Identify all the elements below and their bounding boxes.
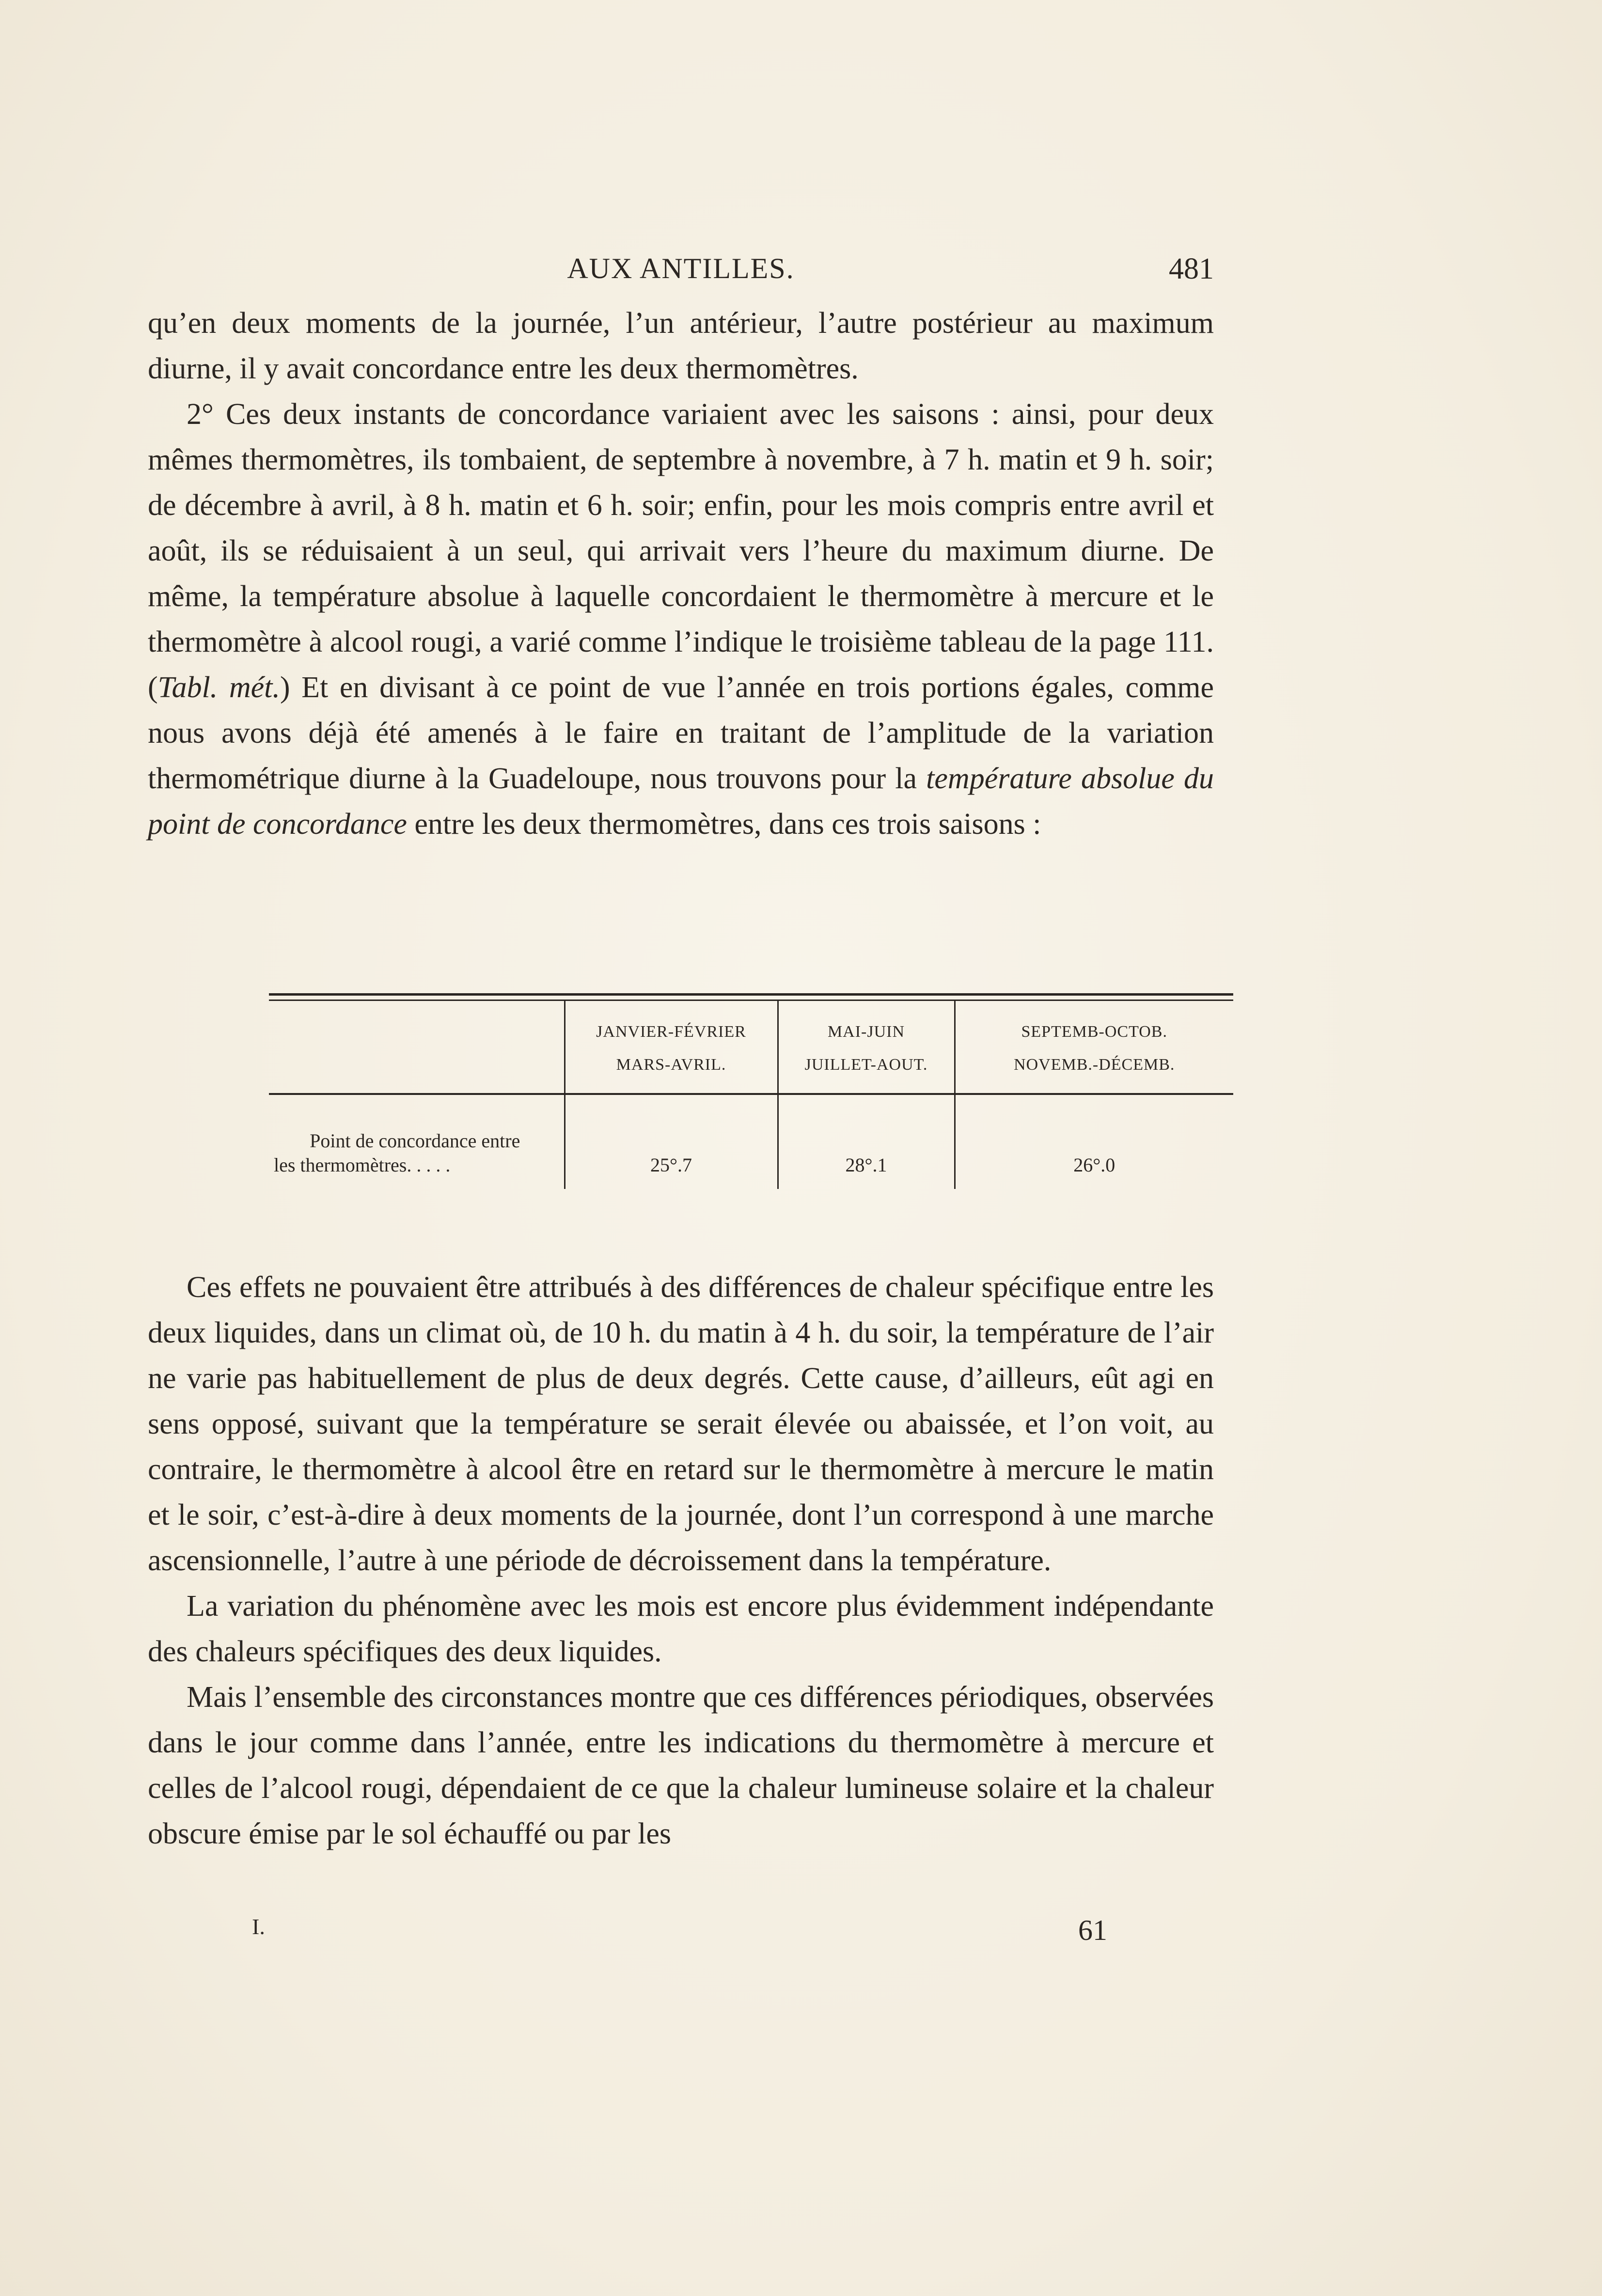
paragraph-text: entre les deux thermomètres, dans ces trois saisons :: [407, 808, 1041, 841]
text-block-bottom: [148, 1265, 1214, 1857]
header-line: MAI-JUIN: [827, 1023, 905, 1041]
text-block-top: [148, 300, 1214, 847]
table-cell-value: 26°.0: [955, 1094, 1233, 1189]
table-cell-value: 28°.1: [778, 1094, 955, 1189]
header-line: MARS-AVRIL.: [616, 1056, 726, 1074]
page-number: 481: [1169, 252, 1214, 285]
paragraph: Ces effets ne pouvaient être attribués à des différences de chaleur spécifique entre les deux liquides, dans un climat où, de 10 h. du matin à 4 h. du soir, la température de l’air ne varie pas habituellement de plus de deux degrés. Cette cause, d’ailleurs, eût agi en sens opposé, suivant que la température se serait élevée ou abaissée, et l’on voit, au contraire, le thermomètre à alcool être en retard sur le thermomètre à mercure le matin et le soir, c’est-à-dire à deux moments de la journée, dont l’un correspond à une marche ascensionnelle, l’autre à une période de décroissement dans la température.: [148, 1271, 1214, 1577]
paragraph-text: ) Et en divisant à ce point de vue l’année en trois portions égales, comme nous avons déjà été amenés à le faire en traitant de l’amplitude de la variation thermométrique diurne à la Guadeloupe, nous trouvons pour la: [148, 671, 1214, 795]
table-header-row: [269, 1001, 1233, 1094]
paragraph: La variation du phénomène avec les mois est encore plus évidemment indépendante des chaleurs spécifiques des deux liquides.: [148, 1590, 1214, 1668]
table-row-label: [269, 1094, 565, 1189]
paragraph: Mais l’ensemble des circonstances montre que ces différences périodiques, observées dans le jour comme dans l’année, entre les indications du thermomètre à mercure et celles de l’alcool rougi, dépendaient de ce que la chaleur lumineuse solaire et la chaleur obscure émise par le sol échauffé ou par les: [148, 1681, 1214, 1850]
table-header-season-3: [955, 1001, 1233, 1094]
header-line: NOVEMB.-DÉCEMB.: [1014, 1056, 1175, 1074]
italic-term: température absolue du point de concordance: [148, 762, 1214, 841]
paragraph: 2° Ces deux instants de concordance variaient avec les saisons : ainsi, pour deux mêmes thermomètres, ils tombaient, de septembre à novembre, à 7 h. matin et 9 h. soir; de décembre à avril, à 8 h. matin et 6 h. soir; enfin, pour les mois compris entre avril et août, ils se réduisaient à un seul, qui arrivait vers l’heure du maximum diurne. De même, la température absolue à laquelle concordaient le thermomètre à mercure et le thermomètre à alcool rougi, a varié comme l’indique le troisième tableau de la page 111. (Tabl. mét.) Et en divisant à ce point de vue l’année en trois portions égales, comme nous avons déjà été amenés à le faire en traitant de l’amplitude de la variation thermométrique diurne à la Guadeloupe, nous trouvons pour la température absolue du point de concordance entre les deux thermomètres, dans ces trois saisons :: [148, 398, 1214, 841]
running-title: AUX ANTILLES.: [567, 252, 795, 284]
table-header-season-1: [565, 1001, 778, 1094]
table-top-rule: [269, 993, 1233, 1001]
table-cell-value: 25°.7: [565, 1094, 778, 1189]
row-label-line: les thermomètres. . . . .: [274, 1154, 451, 1176]
signature-mark: I.: [252, 1914, 265, 1939]
paragraph: qu’en deux moments de la journée, l’un antérieur, l’autre postérieur au maximum diurne, il y avait concordance entre les deux thermomètres.: [148, 307, 1214, 385]
concordance-table: [269, 993, 1233, 1189]
table-header-blank: [269, 1001, 565, 1094]
header-line: JANVIER-FÉVRIER: [596, 1023, 746, 1041]
sheet-number: 61: [1078, 1914, 1107, 1946]
italic-reference: Tabl. mét.: [157, 671, 280, 704]
table-row: [269, 1094, 1233, 1189]
row-label-line: Point de concordance entre: [310, 1130, 520, 1152]
header-line: JUILLET-AOUT.: [804, 1056, 928, 1074]
page-footer: [148, 1914, 1214, 1952]
paragraph-text: 2° Ces deux instants de concordance variaient avec les saisons : ainsi, pour deux mêmes thermomètres, ils tombaient, de septembre à novembre, à 7 h. matin et 9 h. soir; de décembre à avril, à 8 h. matin et 6 h. soir; enfin, pour les mois compris entre avril et août, ils se réduisaient à un seul, qui arrivait vers l’heure du maximum diurne. De même, la température absolue à laquelle concordaient le thermomètre à mercure et le thermomètre à alcool rougi, a varié comme l’indique le troisième tableau de la page 111.: [148, 398, 1214, 658]
page-header: [148, 252, 1214, 291]
table-header-season-2: [778, 1001, 955, 1094]
header-line: SEPTEMB-OCTOB.: [1021, 1023, 1167, 1041]
